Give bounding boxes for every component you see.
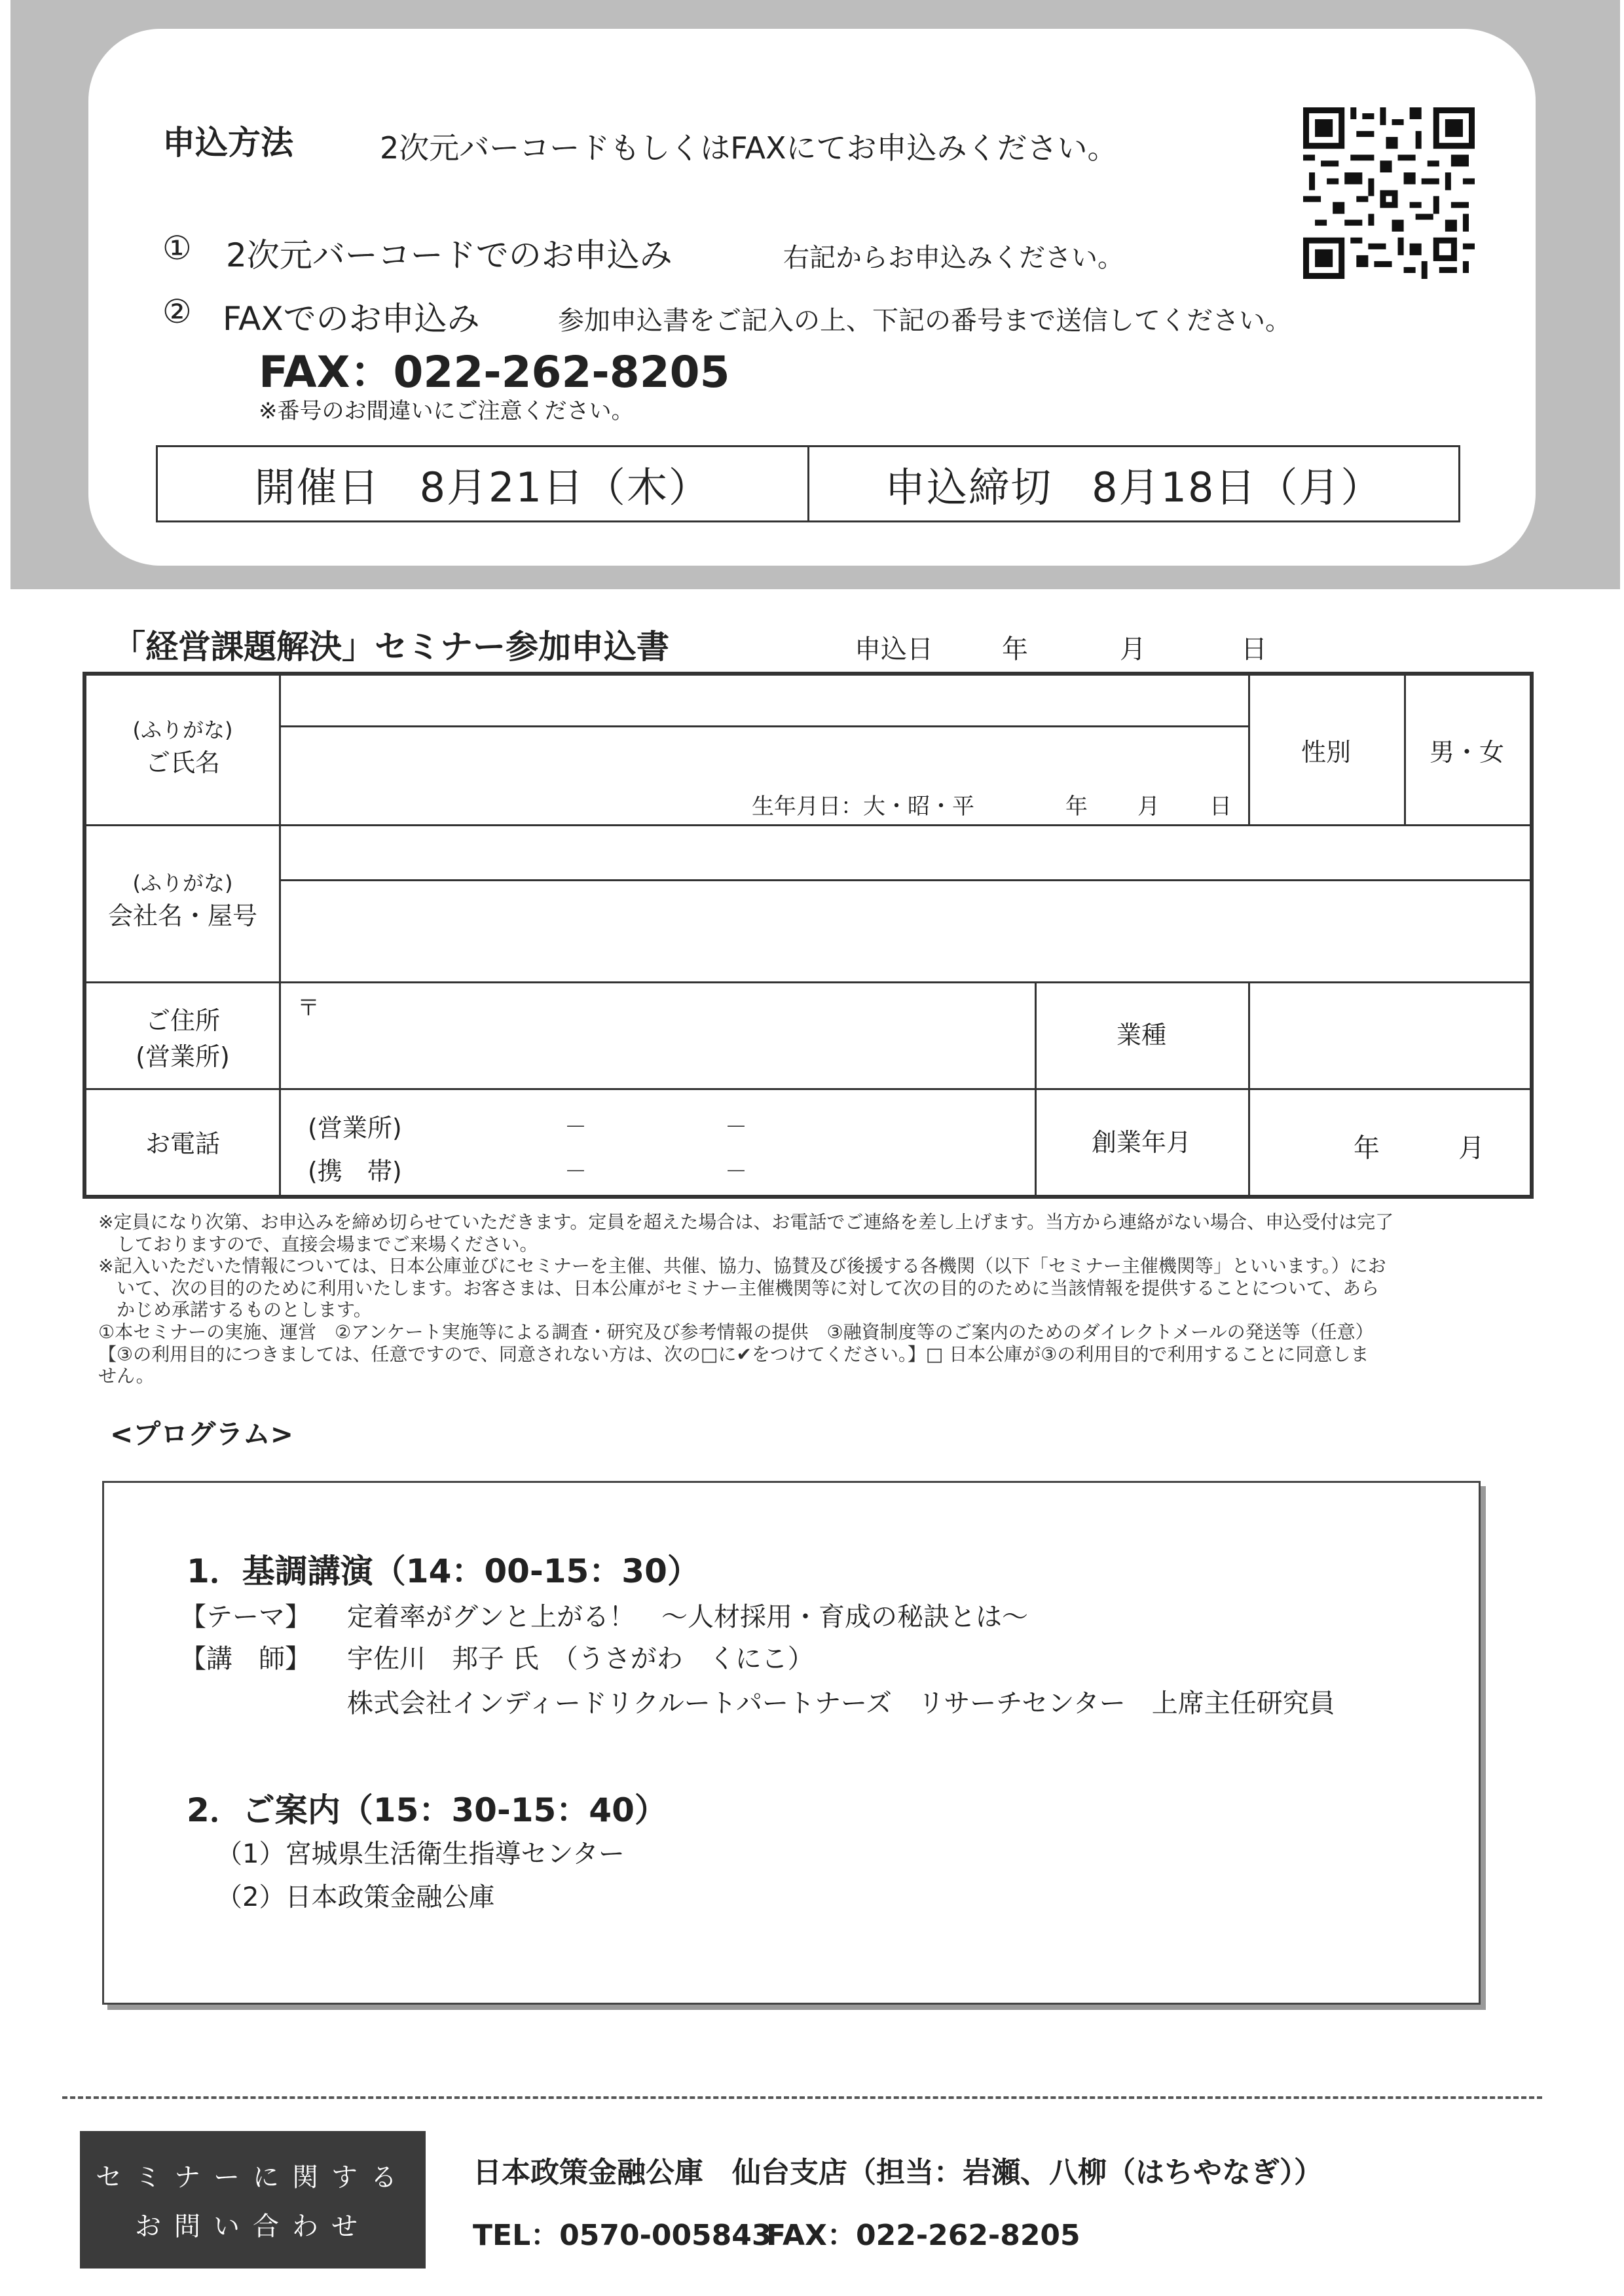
note-line: 【③の利用目的につきましては、任意ですので、同意されない方は、次の□に✔をつけてください。】□ 日本公庫が③の利用目的で利用することに同意しま [98,1343,1369,1365]
fax-caution: ※番号のお間違いにご注意ください。 [259,398,634,424]
name-furigana-label: (ふりがな) [132,718,233,742]
apply-day-label: 日 [1241,634,1267,665]
program-item2-sub2: （2）日本政策金融公庫 [216,1882,495,1912]
company-label: 会社名・屋号 [107,902,257,931]
deadline-cell [809,447,1459,520]
fax-number: FAX：022-262-8205 [259,347,730,397]
postal-mark: 〒 [297,995,320,1021]
address-label-cell [86,1003,279,1075]
program-item2-sub1: （1）宮城県生活衛生指導センター [216,1839,625,1869]
name-furigana-field[interactable] [283,679,1246,722]
program-heading: <プログラム> [110,1418,293,1450]
method1-note: 右記からお申込みください。 [783,243,1124,273]
name-label: ご氏名 [145,748,220,778]
name-label-cell [86,715,279,781]
founded-month-label: 月 [1458,1133,1485,1163]
note-line: ①本セミナーの実施、運営 ②アンケート実施等による調査・研究及び参考情報の提供 ③融資制度等のご案内のためのダイレクトメールの発送等（任意） [98,1321,1374,1343]
contact-tel[interactable]: TEL：0570-005843 [473,2219,772,2252]
deadline-value: 8月18日（月） [1092,463,1383,511]
cut-line [62,2096,1542,2099]
inquiry-box [80,2131,426,2269]
application-heading: 申込方法 [162,124,293,162]
phone-office-label: (営業所) [308,1114,402,1142]
program-item1-title: 1．基調講演（14：00-15：30） [187,1552,700,1590]
method2-note: 参加申込書をご記入の上、下記の番号まで送信してください。 [558,306,1291,336]
company-furigana-field[interactable] [283,828,1527,876]
note-line: せん。 [98,1365,155,1387]
inquiry-line1: セミナーに関する [96,2162,410,2193]
phone-mobile-label: (携 帯) [308,1157,402,1186]
founded-year-label: 年 [1354,1133,1380,1163]
application-form [83,672,1534,1199]
event-date-value: 8月21日（木） [419,463,710,511]
note-line: ※記入いただいた情報については、日本公庫並びにセミナーを主催、共催、協力、協賛及び後援する各機関（以下「セミナー主催機関等」といいます。）にお [98,1255,1386,1277]
industry-label: 業種 [1116,1021,1166,1049]
method2-title: FAXでのお申込み [223,300,480,338]
note-line: ※定員になり次第、お申込みを締め切らせていただきます。定員を超えた場合は、お電話でご連絡を差し上げます。当方から連絡がない場合、申込受付は完了 [98,1211,1394,1233]
speaker-org: 株式会社インディードリクルートパートナーズ リサーチセンター 上席主任研究員 [347,1688,1335,1719]
address-field[interactable] [283,985,1032,1084]
speaker-label: 【講 師】 [180,1644,311,1674]
gender-options[interactable]: 男・女 [1429,738,1504,767]
date-box [156,445,1460,522]
inquiry-line2: お問い合わせ [135,2212,371,2242]
phone-mobile-dash-1: － [564,1159,587,1185]
company-field[interactable] [283,883,1527,977]
method1-number: ① [162,229,192,267]
qr-code-icon[interactable] [1303,107,1475,279]
note-line: いて、次の目的のために利用いたします。お客さまは、日本公庫がセミナー主催機関等に対して次の目的のために当該情報を提供することについて、あら [117,1277,1380,1299]
program-item2-title: 2．ご案内（15：30-15：40） [187,1791,667,1829]
speaker-name: 宇佐川 邦子 氏 （うさがわ くにこ） [347,1644,814,1674]
apply-date-label: 申込日 [855,634,933,665]
birth-day-label: 日 [1209,793,1232,820]
method1-title: 2次元バーコードでのお申込み [226,236,673,274]
industry-field[interactable] [1252,985,1527,1084]
birth-year-label: 年 [1065,793,1088,820]
phone-field[interactable] [466,1092,1029,1190]
birth-month-label: 月 [1137,793,1160,820]
birth-date-label: 生年月日：大・昭・平 [752,793,974,820]
gender-label: 性別 [1301,738,1351,767]
name-field[interactable] [283,729,1246,788]
event-date-cell [158,447,809,520]
privacy-notes [98,1211,1539,1387]
contact-org: 日本政策金融公庫 仙台支店（担当：岩瀬、八柳（はちやなぎ）） [473,2156,1323,2189]
apply-year-label: 年 [1002,634,1028,665]
note-line: しておりますので、直接会場までご来場ください。 [117,1233,538,1255]
founded-label: 創業年月 [1091,1128,1191,1157]
phone-mobile-dash-2: － [725,1159,747,1185]
phone-office-dash-1: － [564,1114,587,1140]
note-line: かじめ承諾するものとします。 [117,1299,372,1321]
deadline-label: 申込締切 [885,463,1053,511]
application-intro: 2次元バーコードもしくはFAXにてお申込みください。 [380,130,1118,166]
contact-fax: FAX：022-262-8205 [766,2219,1080,2252]
event-date-label: 開催日 [254,463,380,511]
phone-label: お電話 [145,1129,220,1158]
theme-label: 【テーマ】 [180,1602,311,1632]
address-sub-label: (営業所) [136,1042,230,1072]
form-title: 「経営課題解決」セミナー参加申込書 [113,628,669,666]
company-furigana-label: (ふりがな) [132,871,233,896]
method2-number: ② [162,293,192,331]
phone-office-dash-2: － [725,1114,747,1140]
apply-month-label: 月 [1120,634,1146,665]
company-label-cell [86,868,279,934]
address-label: ご住所 [145,1006,220,1035]
theme-text: 定着率がグンと上がる！ ～人材採用・育成の秘訣とは～ [347,1602,1028,1632]
